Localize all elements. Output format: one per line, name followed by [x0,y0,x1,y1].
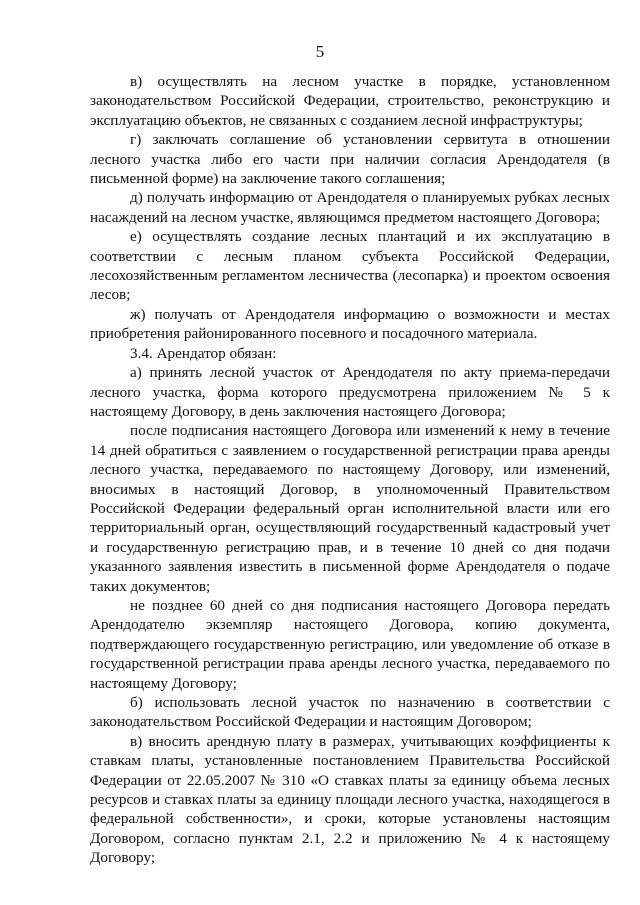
paragraph-3-3-g: г) заключать соглашение об установлении сервитута в отношении лесного участка либо его части при наличии согласия Арендодателя (в письменной форме) на заключение такого соглашения; [90,131,610,188]
paragraph-3-3-e: е) осуществлять создание лесных плантаций и их эксплуатацию в соответствии с лесным планом субъекта Российской Федерации, лесохозяйственным регламентом лесничества (лесопарка) и проектом освоения лесов; [90,228,610,304]
paragraph-transfer-copy: не позднее 60 дней со дня подписания настоящего Договора передать Арендодателю экземпляр настоящего Договора, копию документа, подтверждающего государственную регистрацию, или уведомление об отказе в государственной регистрации права аренды лесного участка, передаваемого по настоящему Договору; [90,596,610,692]
paragraph-registration: после подписания настоящего Договора или изменений к нему в течение 14 дней обратиться с заявлением о государственной регистрации права аренды лесного участка, передаваемого по настоящему Договору, или изменений, вносимых в настоящий Договор, в уполномоченный Правительством Российской Федерации федеральный орган исполнительной власти или его территориальный орган, осуществляющий государственный кадастровый учет и государственную регистрацию прав, и в течение 10 дней со дня подачи указанного заявления известить в письменной форме Арендодателя о подаче таких документов; [90,422,610,595]
paragraph-3-3-zh: ж) получать от Арендодателя информацию о возможности и местах приобретения районированного посевного и посадочного материала. [90,305,610,343]
paragraph-3-4-b: б) использовать лесной участок по назначению в соответствии с законодательством Российской Федерации и настоящим Договором; [90,694,610,731]
document-body [90,72,610,868]
page-number: 5 [315,42,325,61]
paragraph-3-4-a: а) принять лесной участок от Арендодателя по акту приема-передачи лесного участка, форма которого предусмотрена приложением № 5 к настоящему Договору, в день заключения настоящего Договора; [90,364,610,420]
paragraph-3-3-v: в) осуществлять на лесном участке в порядке, установленном законодательством Российской Федерации, строительство, реконструкцию и эксплуатацию объектов, не связанных с созданием лесной инфраструктуры; [90,73,610,129]
paragraph-3-4-v: в) вносить арендную плату в размерах, учитывающих коэффициенты к ставкам платы, установленные постановлением Правительства Российской Федерации от 22.05.2007 № 310 «О ставках платы за единицу объема лесных ресурсов и ставках платы за единицу площади лесного участка, находящегося в федеральной собственности», и сроки, которые установлены настоящим Договором, согласно пунктам 2.1, 2.2 и приложению № 4 к настоящему Договору; [90,732,610,867]
paragraph-3-3-d: д) получать информацию от Арендодателя о планируемых рубках лесных насаждений на лесном участке, являющимся предметом настоящего Договора; [90,189,610,226]
section-heading-3-4: 3.4. Арендатор обязан: [130,344,277,362]
